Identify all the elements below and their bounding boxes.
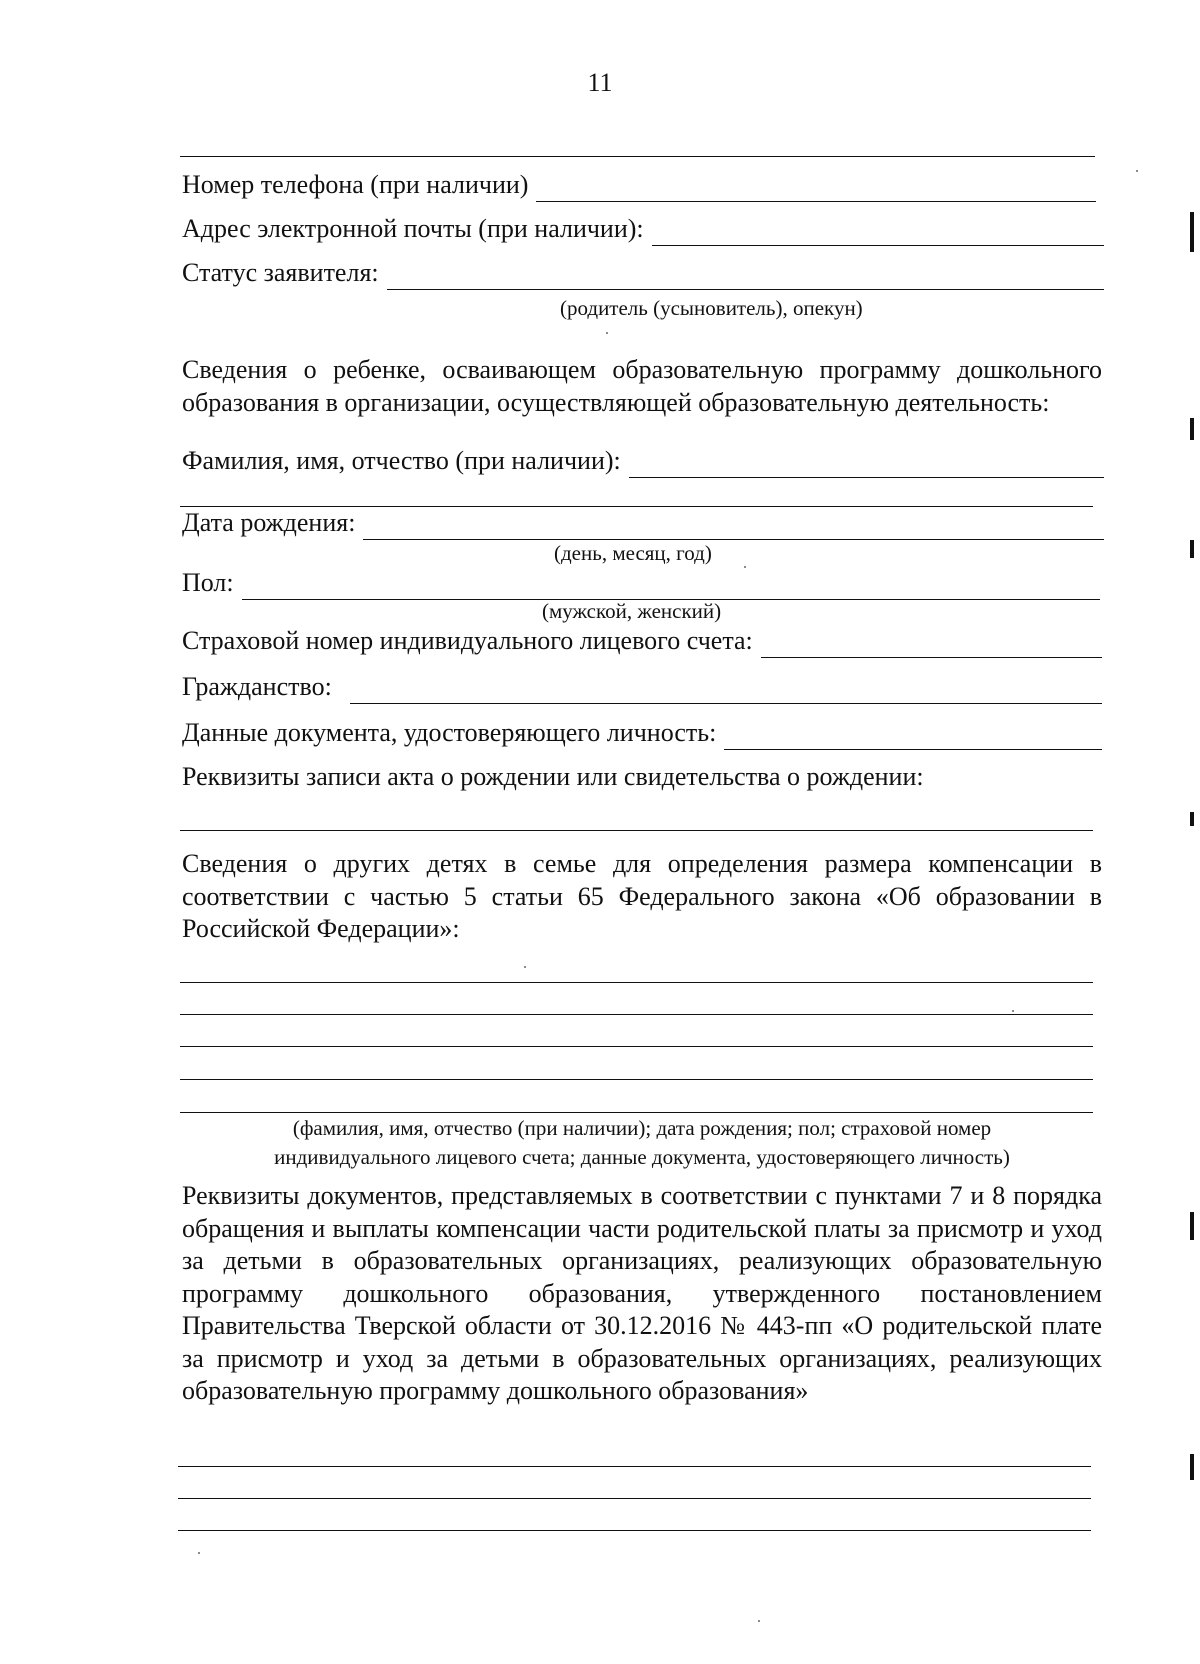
child-fio-input-line[interactable] — [629, 457, 1104, 478]
citizenship-input-line[interactable] — [350, 683, 1102, 704]
other-children-line-4[interactable] — [180, 1079, 1093, 1080]
sex-label: Пол: — [182, 568, 234, 597]
citizenship-field[interactable] — [182, 672, 1102, 702]
email-field[interactable] — [182, 214, 1104, 244]
other-children-line-1[interactable] — [180, 982, 1093, 983]
child-fio-label: Фамилия, имя, отчество (при наличии): — [182, 446, 621, 475]
scan-speck — [744, 566, 746, 568]
snils-field[interactable] — [182, 626, 1102, 656]
other-children-line-2[interactable] — [180, 1014, 1093, 1015]
phone-label: Номер телефона (при наличии) — [182, 170, 529, 199]
email-input-line[interactable] — [652, 225, 1104, 246]
scan-speck — [1012, 1010, 1014, 1012]
birth-date-label: Дата рождения: — [182, 508, 356, 537]
snils-label: Страховой номер индивидуального лицевого счета: — [182, 626, 753, 655]
other-children-hint — [182, 1114, 1102, 1172]
status-hint: (родитель (усыновитель), опекун) — [560, 296, 863, 320]
blank-line-top — [180, 156, 1095, 157]
scan-speck — [198, 1552, 200, 1554]
page-number: 11 — [587, 68, 613, 97]
child-fio-line-2 — [180, 506, 1093, 507]
sex-field[interactable] — [182, 568, 1100, 598]
birth-date-field[interactable] — [182, 508, 1104, 538]
phone-field[interactable] — [182, 170, 1096, 200]
other-children-line-5[interactable] — [180, 1112, 1093, 1113]
child-section-intro: Сведения о ребенке, осваивающем образовательную программу дошкольного образования в организации, осуществляющей образовательную деятельность: — [182, 355, 1102, 417]
other-children-hint-line-2: индивидуального лицевого счета; данные документа, удостоверяющего личность) — [274, 1145, 1010, 1169]
documents-line-1[interactable] — [178, 1466, 1091, 1467]
status-label: Статус заявителя: — [182, 258, 379, 287]
phone-input-line[interactable] — [536, 181, 1096, 202]
documents-line-3[interactable] — [178, 1530, 1091, 1531]
status-input-line[interactable] — [387, 269, 1104, 290]
documents-paragraph: Реквизиты документов, представляемых в соответствии с пунктами 7 и 8 порядка обращения и выплаты компенсации части родительской платы за присмотр и уход за детьми в образовательных организациях, реализующих образовательную программу дошкольного образования, утвержденного постановлением Правительства Тверской области от 30.12.2016 № 443-пп «О родительской плате за присмотр и уход за детьми в образовательных организациях, реализующих образовательную программу дошкольного образования» — [182, 1181, 1102, 1405]
scan-edge-mark — [1190, 418, 1194, 440]
other-children-intro: Сведения о других детях в семье для определения размера компенсации в соответствии с частью 5 статьи 65 Федерального закона «Об образовании в Российской Федерации»: — [182, 849, 1102, 943]
scan-edge-mark — [1190, 1454, 1194, 1480]
scan-speck — [1136, 170, 1138, 172]
scan-speck — [606, 332, 608, 334]
other-children-line-3[interactable] — [180, 1046, 1093, 1047]
other-children-hint-line-1: (фамилия, имя, отчество (при наличии); дата рождения; пол; страховой номер — [292, 1116, 992, 1140]
documents-line-2[interactable] — [178, 1498, 1091, 1499]
scan-edge-mark — [1190, 540, 1194, 558]
snils-input-line[interactable] — [761, 637, 1102, 658]
id-document-field[interactable] — [182, 718, 1102, 748]
scan-speck — [758, 1620, 760, 1622]
birth-date-input-line[interactable] — [363, 519, 1104, 540]
scan-speck — [524, 966, 526, 968]
birth-record-field — [182, 762, 1104, 792]
birth-record-label: Реквизиты записи акта о рождении или свидетельства о рождении: — [182, 762, 924, 791]
sex-input-line[interactable] — [242, 579, 1100, 600]
citizenship-label: Гражданство: — [182, 672, 332, 701]
email-label: Адрес электронной почты (при наличии): — [182, 214, 644, 243]
scan-edge-mark — [1190, 1212, 1194, 1240]
status-field[interactable] — [182, 258, 1104, 288]
sex-hint: (мужской, женский) — [542, 599, 722, 623]
id-document-input-line[interactable] — [724, 729, 1102, 750]
id-document-label: Данные документа, удостоверяющего личность: — [182, 718, 717, 747]
scan-edge-mark — [1190, 812, 1194, 826]
birth-date-hint: (день, месяц, год) — [554, 541, 712, 565]
child-fio-field[interactable] — [182, 446, 1104, 476]
birth-record-input-line[interactable] — [180, 830, 1093, 831]
scan-edge-mark — [1190, 212, 1194, 252]
